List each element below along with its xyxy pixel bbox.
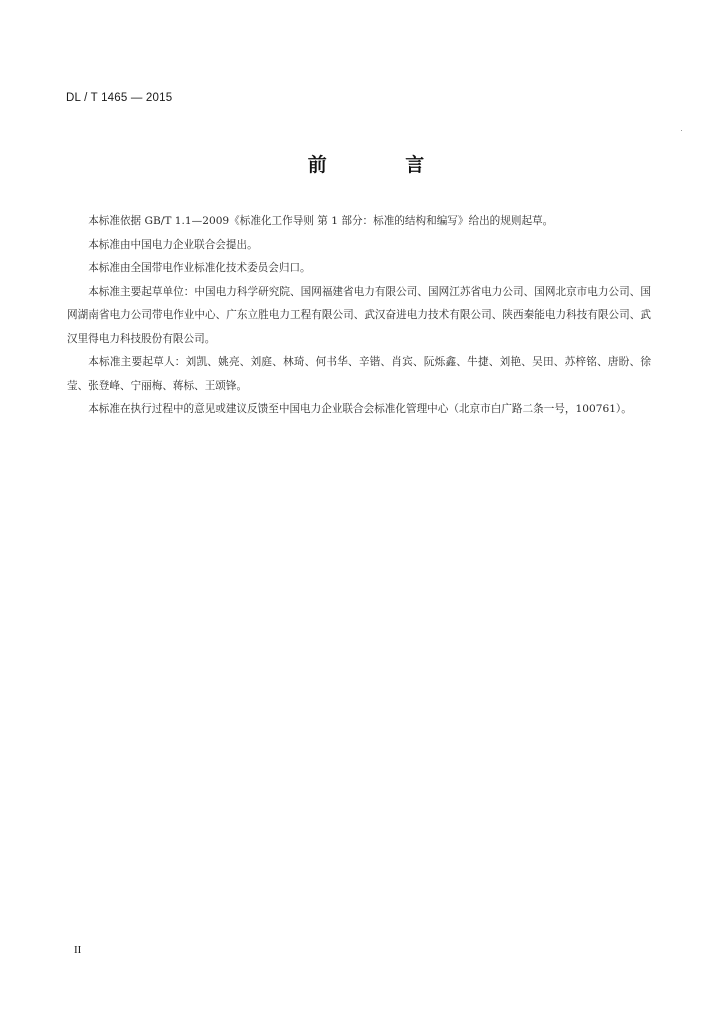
paragraph-drafting-units: 本标准主要起草单位：中国电力科学研究院、国网福建省电力有限公司、国网江苏省电力公司、国网北京市电力公司、国网湖南省电力公司带电作业中心、广东立胜电力工程有限公司、武汉奋进电力技术有限公司、陕西秦能电力科技有限公司、武汉里得电力科技股份有限公司。 <box>67 285 651 345</box>
paragraph-drafters: 本标准主要起草人：刘凯、姚亮、刘庭、林琦、何书华、辛锴、肖宾、阮烁鑫、牛捷、刘艳、吴田、苏梓铭、唐盼、徐莹、张登峰、宁丽梅、蒋标、王颂锋。 <box>67 356 651 392</box>
paragraph-committee: 本标准由全国带电作业标准化技术委员会归口。 <box>88 262 311 274</box>
foreword-body <box>67 210 651 422</box>
page-number: II <box>74 944 82 956</box>
page-title: 前 言 <box>307 154 461 176</box>
paragraph-feedback: 本标准在执行过程中的意见或建议反馈至中国电力企业联合会标准化管理中心（北京市白广路二条一号，100761）。 <box>88 403 632 415</box>
scan-artifact <box>681 130 682 131</box>
paragraph-proposer: 本标准由中国电力企业联合会提出。 <box>88 238 258 251</box>
standard-code: DL / T 1465 — 2015 <box>66 92 173 104</box>
paragraph-drafting-rules: 本标准依据 GB/T 1.1—2009《标准化工作导则 第 1 部分：标准的结构和编写》给出的规则起草。 <box>88 215 554 227</box>
